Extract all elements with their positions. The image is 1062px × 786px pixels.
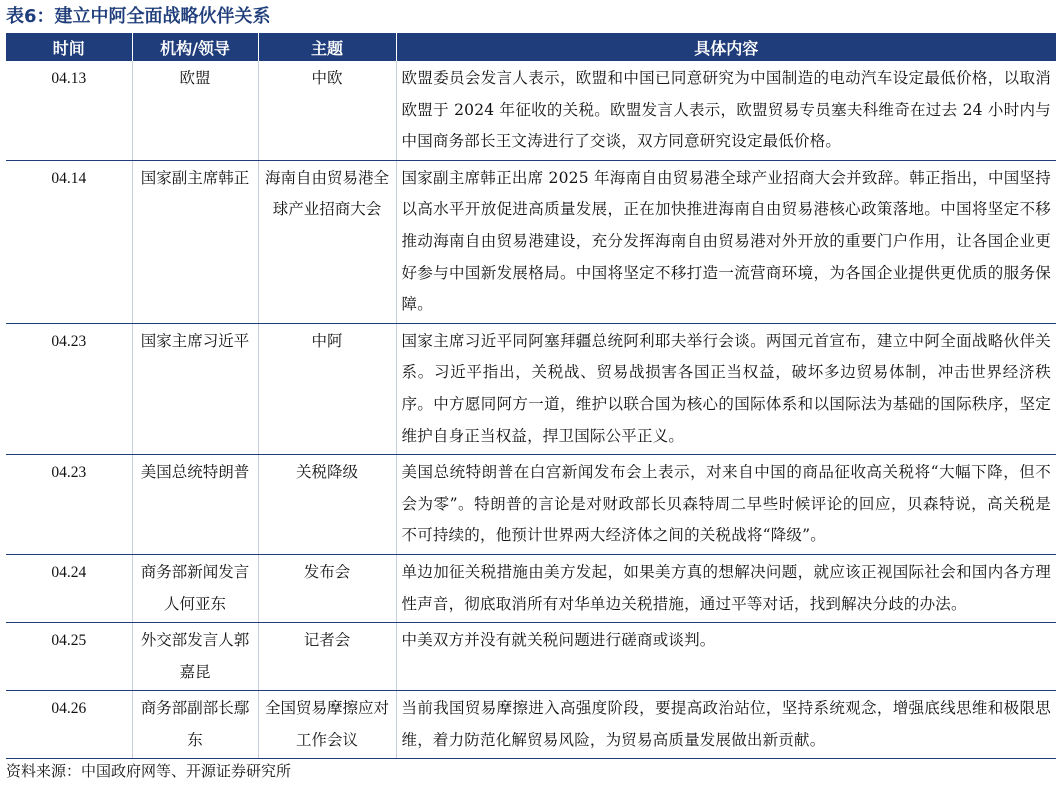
row-date: 04.23 bbox=[6, 323, 132, 454]
row-org: 欧盟 bbox=[132, 61, 258, 160]
row-date: 04.23 bbox=[6, 455, 132, 555]
row-content: 国家主席习近平同阿塞拜疆总统阿利耶夫举行会谈。两国元首宣布，建立中阿全面战略伙伴关系。习近平指出，关税战、贸易战损害各国正当权益，破坏多边贸易体制，冲击世界经济秩序。中方愿同阿方一道，维护以联合国为核心的国际体系和以国际法为基础的国际秩序，坚定维护自身正当权益，捍卫国际公平正义。 bbox=[396, 323, 1056, 454]
header-date: 时间 bbox=[6, 33, 132, 61]
row-topic: 记者会 bbox=[258, 623, 396, 691]
row-org: 美国总统特朗普 bbox=[132, 455, 258, 555]
row-content: 当前我国贸易摩擦进入高强度阶段，要提高政治站位，坚持系统观念，增强底线思维和极限思维，着力防范化解贸易风险，为贸易高质量发展做出新贡献。 bbox=[396, 691, 1056, 759]
table-title: 表6：建立中阿全面战略伙伴关系 bbox=[6, 6, 271, 27]
row-topic: 关税降级 bbox=[258, 455, 396, 555]
row-topic: 海南自由贸易港全球产业招商大会 bbox=[258, 160, 396, 323]
row-date: 04.13 bbox=[6, 61, 132, 160]
table-row bbox=[6, 61, 1056, 160]
table-row bbox=[6, 323, 1056, 454]
row-org: 商务部新闻发言人何亚东 bbox=[132, 554, 258, 622]
row-org: 商务部副部长鄢东 bbox=[132, 691, 258, 759]
row-topic: 全国贸易摩擦应对工作会议 bbox=[258, 691, 396, 759]
policy-table bbox=[6, 33, 1056, 759]
row-content: 欧盟委员会发言人表示，欧盟和中国已同意研究为中国制造的电动汽车设定最低价格，以取消欧盟于 2024 年征收的关税。欧盟发言人表示，欧盟贸易专员塞夫科维奇在过去 24 小时内与中国商务部长王文涛进行了交谈，双方同意研究设定最低价格。 bbox=[396, 61, 1056, 160]
source-note: 资料来源：中国政府网等、开源证券研究所 bbox=[6, 762, 292, 780]
row-content: 美国总统特朗普在白宫新闻发布会上表示，对来自中国的商品征收高关税将“大幅下降，但不会为零”。特朗普的言论是对财政部长贝森特周二早些时候评论的回应，贝森特说，高关税是不可持续的，他预计世界两大经济体之间的关税战将“降级”。 bbox=[396, 455, 1056, 555]
row-date: 04.26 bbox=[6, 691, 132, 759]
header-content: 具体内容 bbox=[396, 33, 1056, 61]
row-date: 04.14 bbox=[6, 160, 132, 323]
table-row bbox=[6, 554, 1056, 622]
header-topic: 主题 bbox=[258, 33, 396, 61]
row-org: 外交部发言人郭嘉昆 bbox=[132, 623, 258, 691]
row-org: 国家副主席韩正 bbox=[132, 160, 258, 323]
row-content: 单边加征关税措施由美方发起，如果美方真的想解决问题，就应该正视国际社会和国内各方理性声音，彻底取消所有对华单边关税措施，通过平等对话，找到解决分歧的办法。 bbox=[396, 554, 1056, 622]
row-org: 国家主席习近平 bbox=[132, 323, 258, 454]
row-topic: 中欧 bbox=[258, 61, 396, 160]
row-topic: 中阿 bbox=[258, 323, 396, 454]
table-row bbox=[6, 455, 1056, 555]
row-topic: 发布会 bbox=[258, 554, 396, 622]
table-row bbox=[6, 160, 1056, 323]
table-row bbox=[6, 691, 1056, 759]
row-content: 国家副主席韩正出席 2025 年海南自由贸易港全球产业招商大会并致辞。韩正指出，中国坚持以高水平开放促进高质量发展，正在加快推进海南自由贸易港核心政策落地。中国将坚定不移推动海南自由贸易港建设，充分发挥海南自由贸易港对外开放的重要门户作用，让各国企业更好参与中国新发展格局。中国将坚定不移打造一流营商环境，为各国企业提供更优质的服务保障。 bbox=[396, 160, 1056, 323]
row-date: 04.24 bbox=[6, 554, 132, 622]
table-row bbox=[6, 623, 1056, 691]
table-header-row bbox=[6, 33, 1056, 61]
row-date: 04.25 bbox=[6, 623, 132, 691]
header-org: 机构/领导 bbox=[132, 33, 258, 61]
row-content: 中美双方并没有就关税问题进行磋商或谈判。 bbox=[396, 623, 1056, 691]
